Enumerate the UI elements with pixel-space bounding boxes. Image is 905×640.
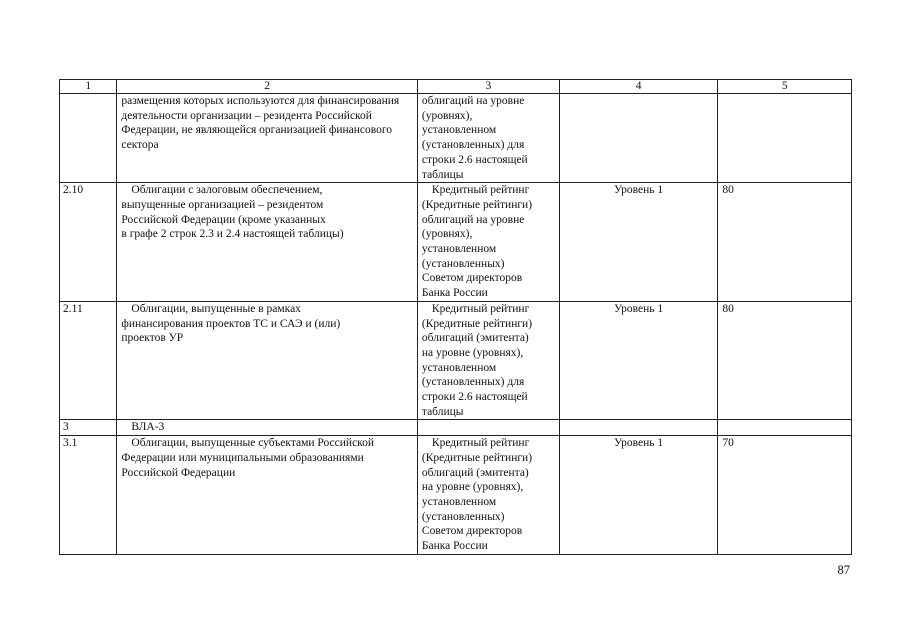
row-value: 80 <box>718 183 852 302</box>
column-header-1: 1 <box>60 80 117 94</box>
table-row <box>60 301 852 420</box>
column-header-2: 2 <box>117 80 418 94</box>
row-rating-requirement: Кредитный рейтинг (Кредитные рейтинги) облигаций (эмитента) на уровне (уровнях), установленном (установленных) Советом директоров Банка России <box>417 436 559 555</box>
row-number: 3.1 <box>60 436 117 555</box>
table-section-row <box>60 420 852 436</box>
section-number: 3 <box>60 420 117 436</box>
row-rating-requirement: Кредитный рейтинг (Кредитные рейтинги) облигаций на уровне (уровнях), установленном (установленных) Советом директоров Банка России <box>417 183 559 302</box>
table-row <box>60 94 852 183</box>
row-value: 80 <box>718 301 852 420</box>
row-rating-requirement: облигаций на уровне (уровнях), установленном (установленных) для строки 2.6 настоящей таблицы <box>417 94 559 183</box>
column-header-4: 4 <box>559 80 718 94</box>
row-level: Уровень 1 <box>559 301 718 420</box>
section-title: ВЛА-3 <box>117 420 418 436</box>
requirements-table <box>59 79 852 555</box>
row-number <box>60 94 117 183</box>
row-number: 2.10 <box>60 183 117 302</box>
row-rating-requirement: Кредитный рейтинг (Кредитные рейтинги) облигаций (эмитента) на уровне (уровнях), установленном (установленных) для строки 2.6 настоящей таблицы <box>417 301 559 420</box>
page-number: 87 <box>837 563 850 577</box>
row-value <box>718 94 852 183</box>
row-value: 70 <box>718 436 852 555</box>
row-level: Уровень 1 <box>559 436 718 555</box>
row-rating-requirement <box>417 420 559 436</box>
row-level <box>559 94 718 183</box>
column-header-3: 3 <box>417 80 559 94</box>
row-value <box>718 420 852 436</box>
table-row <box>60 436 852 555</box>
row-description: Облигации, выпущенные в рамках финансирования проектов ТС и САЭ и (или) проектов УР <box>117 301 418 420</box>
row-level: Уровень 1 <box>559 183 718 302</box>
column-header-5: 5 <box>718 80 852 94</box>
table-row <box>60 183 852 302</box>
row-number: 2.11 <box>60 301 117 420</box>
row-level <box>559 420 718 436</box>
table-header-row <box>60 80 852 94</box>
row-description: Облигации с залоговым обеспечением, выпущенные организацией – резидентом Российской Федерации (кроме указанных в графе 2 строк 2.3 и 2.4 настоящей таблицы) <box>117 183 418 302</box>
row-description: Облигации, выпущенные субъектами Российской Федерации или муниципальными образованиями Российской Федерации <box>117 436 418 555</box>
row-description: размещения которых используются для финансирования деятельности организации – резидента Российской Федерации, не являющейся организацией финансового сектора <box>117 94 418 183</box>
